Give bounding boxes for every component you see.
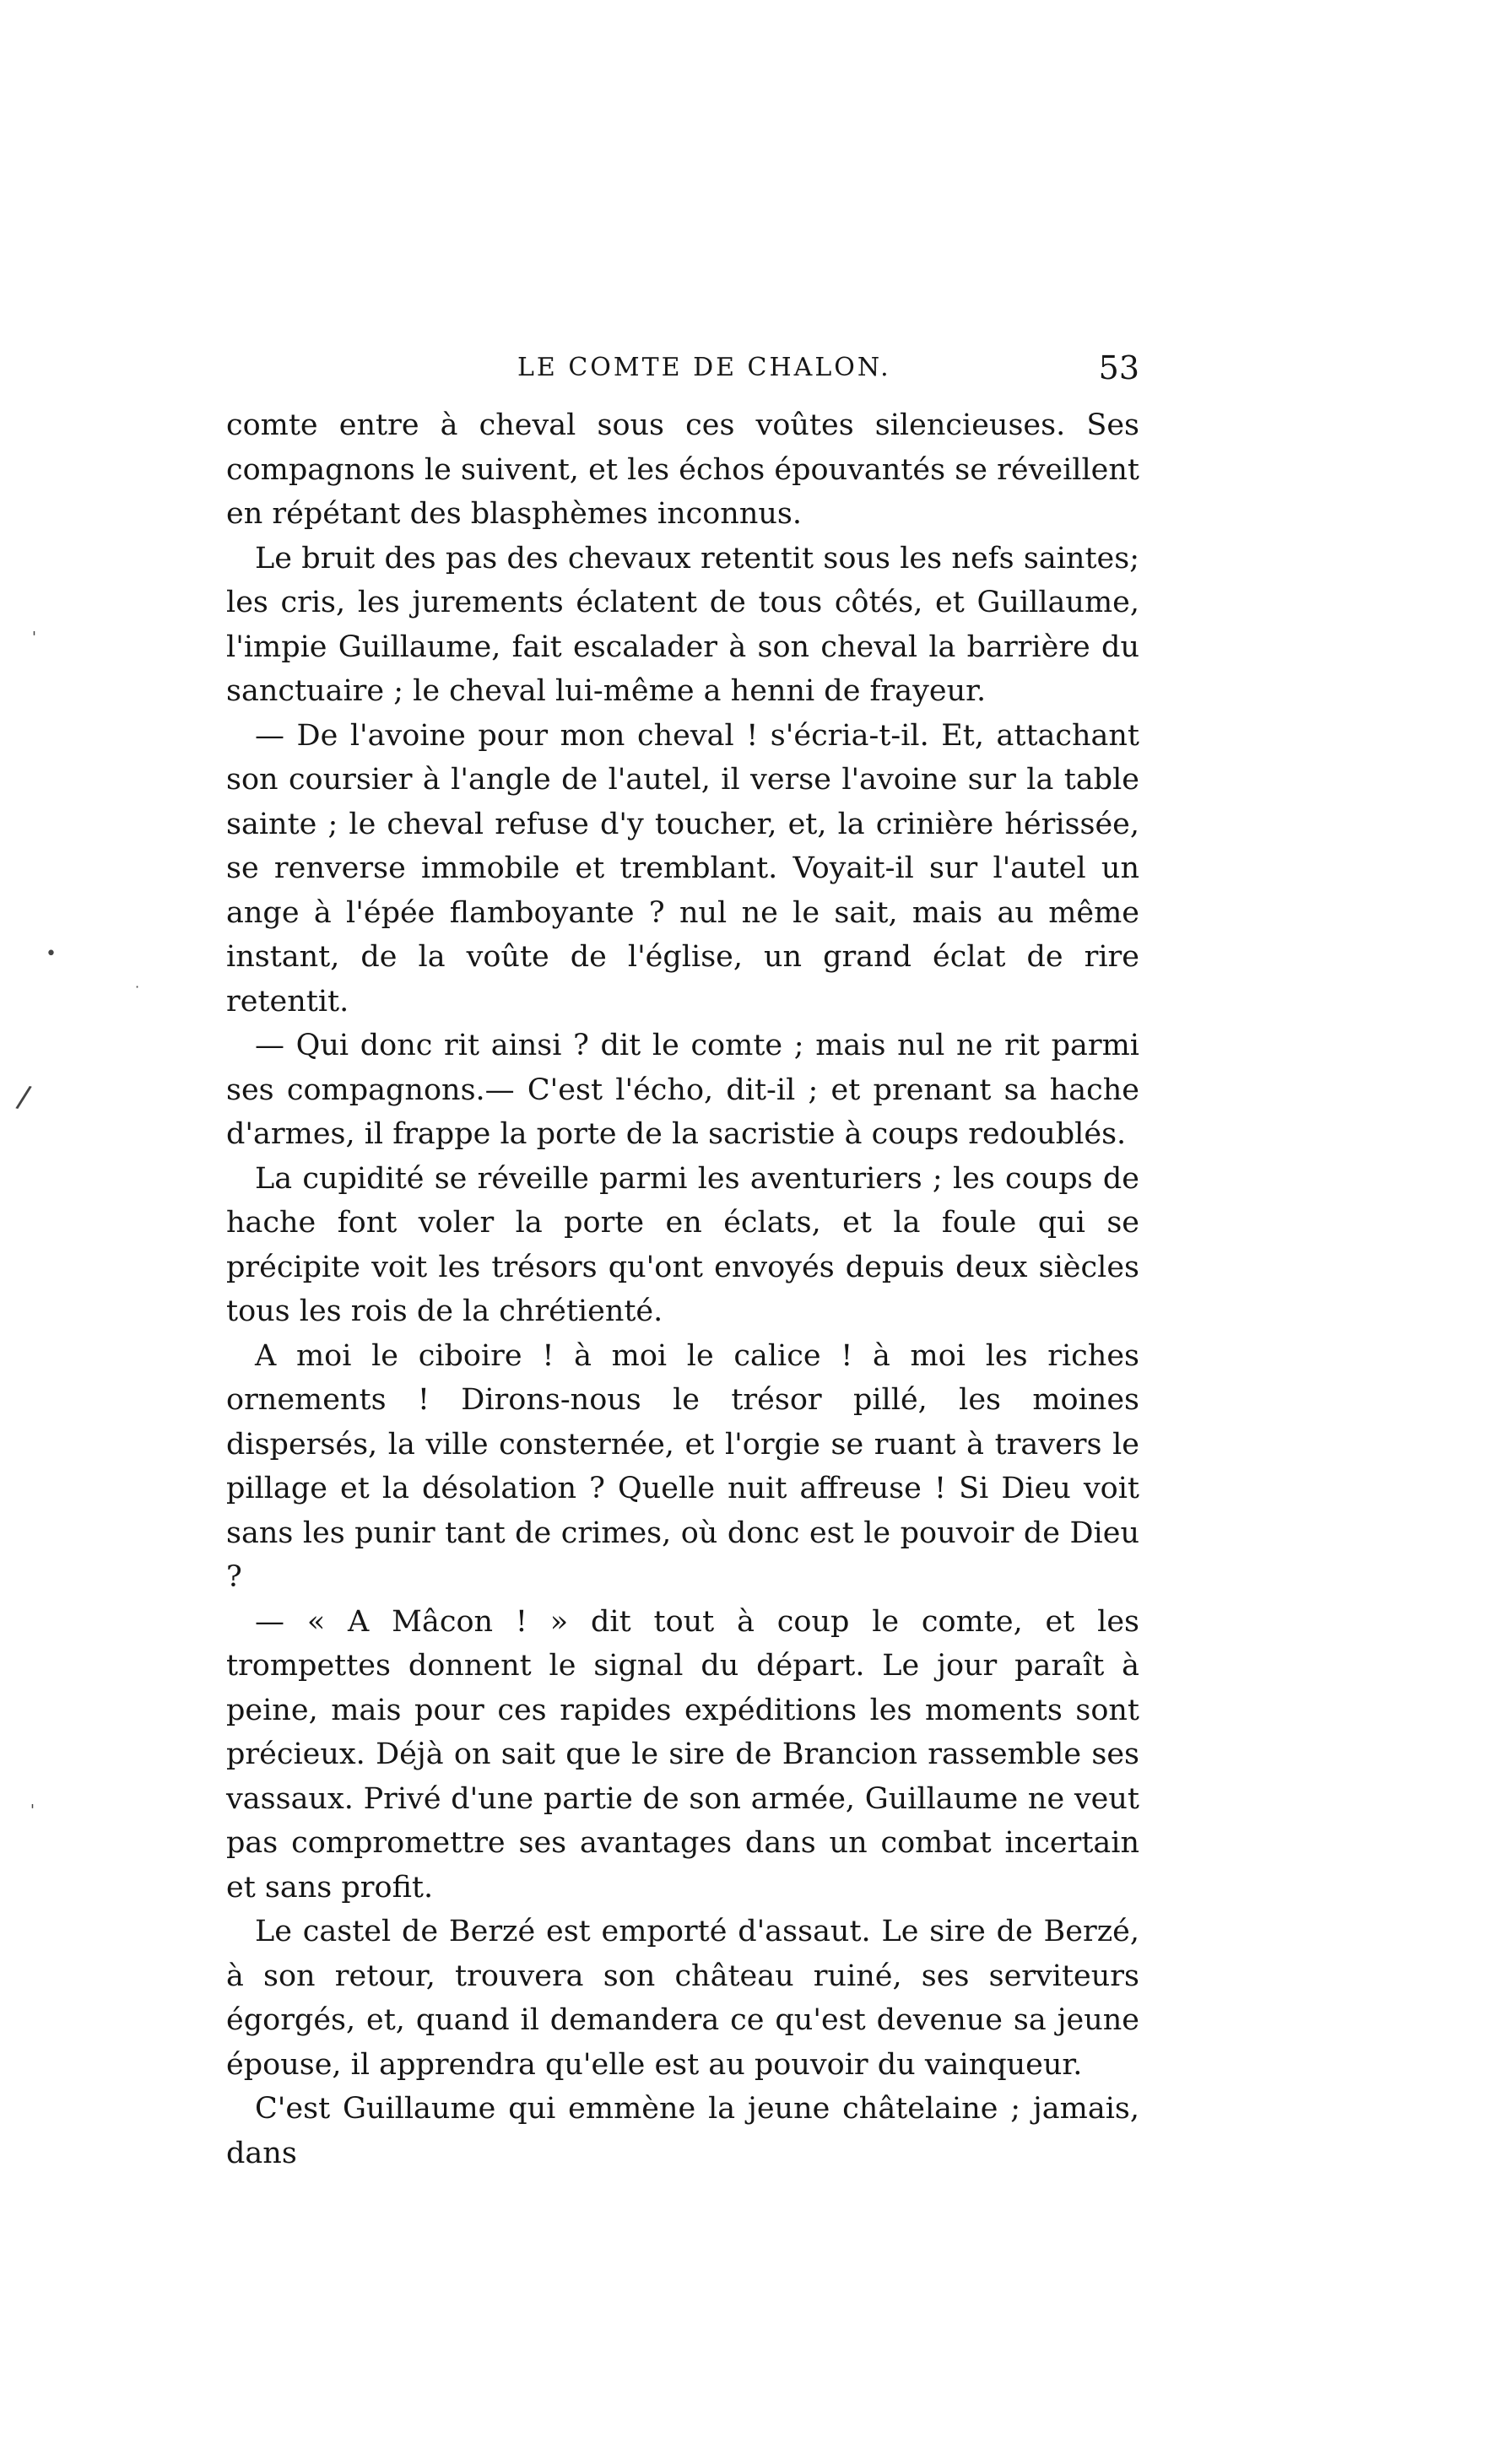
paragraph-6: A moi le ciboire ! à moi le calice ! à moi les riches ornements ! Dirons-nous le trésor pillé, les moines dispersés, la ville consternée, et l'orgie se ruant à travers le pillage et la désolation ? Quelle nuit affreuse ! Si Dieu voit sans les punir tant de crimes, où donc est le pouvoir de Dieu ? [226,1338,1139,1594]
margin-dot: • [46,943,57,965]
paragraph-3: — De l'avoine pour mon cheval ! s'écria-t-il. Et, attachant son coursier à l'angle de l'autel, il verse l'avoine sur la table sainte ; le cheval refuse d'y toucher, et, la crinière hérissée, se renverse immobile et tremblant. Voyait-il sur l'autel un ange à l'épée flamboyante ? nul ne le sait, mais au même instant, de la voûte de l'église, un grand éclat de rire retentit. [226,718,1139,1019]
running-title: LE COMTE DE CHALON. [517,353,891,382]
paragraph-9: C'est Guillaume qui emmène la jeune châtelaine ; jamais, dans [226,2092,1139,2170]
body-text [226,403,1139,2175]
paragraph-1: comte entre à cheval sous ces voûtes silencieuses. Ses compagnons le suivent, et les échos épouvantés se réveillent en répétant des blasphèmes inconnus. [226,408,1139,531]
paragraph-7: — « A Mâcon ! » dit tout à coup le comte, et les trompettes donnent le signal du départ. Le jour paraît à peine, mais pour ces rapides expéditions les moments sont précieux. Déjà on sait que le sire de Brancion rassemble ses vassaux. Privé d'une partie de son armée, Guillaume ne veut pas compromettre ses avantages dans un combat incertain et sans profit. [226,1604,1139,1905]
paragraph-8: Le castel de Berzé est emporté d'assaut. Le sire de Berzé, à son retour, trouvera son château ruiné, ses serviteurs égorgés, et, quand il demandera ce qu'est devenue sa jeune épouse, il apprendra qu'elle est au pouvoir du vainqueur. [226,1915,1139,2082]
margin-speck: ' [32,629,36,646]
page-number: 53 [1098,349,1139,386]
margin-stroke: / [14,1079,34,1116]
paragraph-4: — Qui donc rit ainsi ? dit le comte ; mais nul ne rit parmi ses compagnons.— C'est l'écho, dit-il ; et prenant sa hache d'armes, il frappe la porte de la sacristie à coups redoublés. [226,1029,1139,1151]
paragraph-5: La cupidité se réveille parmi les aventuriers ; les coups de hache font voler la porte en éclats, et la foule qui se précipite voit les trésors qu'ont envoyés depuis deux siècles tous les rois de la chrétienté. [226,1161,1139,1328]
margin-speck: · [135,979,140,995]
paragraph-2: Le bruit des pas des chevaux retentit sous les nefs saintes; les cris, les jurements éclatent de tous côtés, et Guillaume, l'impie Guillaume, fait escalader à son cheval la barrière du sanctuaire ; le cheval lui-même a henni de frayeur. [226,541,1139,708]
margin-speck: ' [30,1802,35,1819]
page-header [226,349,1139,400]
